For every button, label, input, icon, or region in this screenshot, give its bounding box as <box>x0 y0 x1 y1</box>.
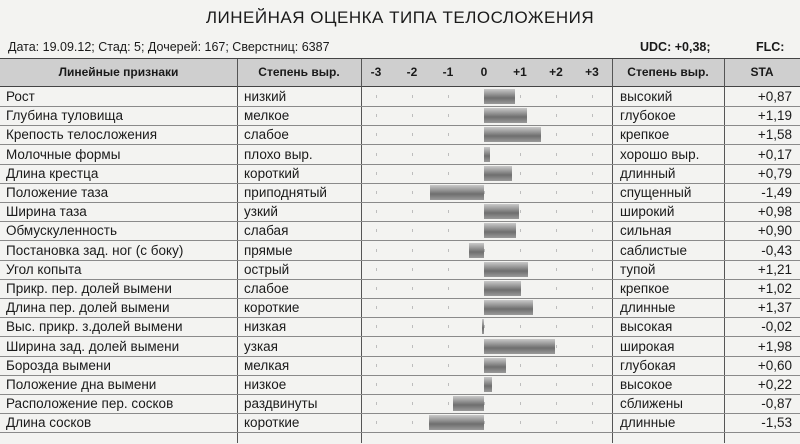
table-row <box>0 241 800 261</box>
scale-gridline <box>592 95 593 98</box>
scale-gridline <box>592 306 593 309</box>
degree-low: низкое <box>244 377 287 392</box>
scale-gridline <box>412 153 413 156</box>
degree-high: длинные <box>620 300 676 316</box>
degree-low: прямые <box>244 242 293 258</box>
scale-gridline <box>448 114 449 117</box>
table-row <box>0 356 800 376</box>
degree-low: слабая <box>244 223 289 239</box>
scale-gridline <box>484 421 485 424</box>
degree-low: короткие <box>244 300 300 316</box>
degree-high: глубокое <box>620 108 676 124</box>
scale-tick-label: +2 <box>549 65 563 79</box>
trait-name: Постановка зад. ног (с боку) <box>6 242 184 258</box>
scale-gridline <box>412 133 413 136</box>
sta-bar <box>484 127 541 142</box>
degree-high: длинные <box>620 415 676 431</box>
scale-gridline <box>412 249 413 252</box>
sta-value: +0,17 <box>757 146 792 162</box>
trait-name: Ширина зад. долей вымени <box>6 338 180 354</box>
trait-name: Угол копыта <box>6 261 82 277</box>
sta-bar <box>484 108 527 123</box>
scale-gridline <box>376 306 377 309</box>
scale-gridline <box>556 153 557 156</box>
scale-gridline <box>412 383 413 386</box>
scale-gridline <box>376 153 377 156</box>
scale-gridline <box>412 95 413 98</box>
scale-gridline <box>376 268 377 271</box>
scale-gridline <box>448 383 449 386</box>
table-row <box>0 375 800 395</box>
scale-gridline <box>376 402 377 405</box>
sta-value: -0,87 <box>761 396 792 412</box>
scale-gridline <box>412 402 413 405</box>
scale-gridline <box>592 268 593 271</box>
scale-tick-label: -1 <box>442 65 454 79</box>
scale-gridline <box>376 287 377 290</box>
scale-gridline <box>448 325 449 328</box>
table-row <box>0 337 800 357</box>
scale-gridline <box>592 249 593 252</box>
scale-gridline <box>556 229 557 232</box>
degree-low: короткий <box>244 165 300 181</box>
degree-high: саблистые <box>620 242 687 258</box>
trait-name: Положение таза <box>6 185 109 200</box>
degree-high: крепкое <box>620 281 670 296</box>
scale-gridline <box>556 402 557 405</box>
scale-gridline <box>592 210 593 213</box>
scale-gridline <box>520 210 521 213</box>
sta-value: -0,02 <box>761 319 792 335</box>
scale-gridline <box>448 287 449 290</box>
table-row <box>0 202 800 222</box>
scale-gridline <box>520 95 521 98</box>
scale-gridline <box>412 287 413 290</box>
table-row <box>0 125 800 145</box>
scale-gridline <box>412 325 413 328</box>
header-degree-high: Степень выр. <box>627 65 709 79</box>
table-row <box>0 413 800 433</box>
sta-bar <box>429 415 484 430</box>
scale-gridline <box>556 325 557 328</box>
scale-gridline <box>376 133 377 136</box>
scale-gridline <box>520 191 521 194</box>
degree-low: приподнятый <box>244 185 327 200</box>
degree-low: слабое <box>244 127 289 143</box>
scale-gridline <box>556 114 557 117</box>
scale-gridline <box>376 325 377 328</box>
sta-bar <box>484 166 512 181</box>
scale-tick-label: -2 <box>406 65 418 79</box>
trait-name: Ширина таза <box>6 204 87 220</box>
sta-value: +0,90 <box>757 223 792 239</box>
scale-gridline <box>448 364 449 367</box>
scale-gridline <box>520 325 521 328</box>
sta-bar <box>469 243 484 258</box>
degree-high: сближены <box>620 396 683 412</box>
sta-value: +0,60 <box>757 357 792 373</box>
scale-gridline <box>448 153 449 156</box>
scale-gridline <box>376 210 377 213</box>
scale-gridline <box>592 287 593 290</box>
sta-value: +1,19 <box>757 108 792 124</box>
sta-bar <box>430 185 484 200</box>
scale-gridline <box>556 383 557 386</box>
scale-gridline <box>412 229 413 232</box>
scale-gridline <box>376 172 377 175</box>
trait-name: Положение дна вымени <box>6 377 157 392</box>
sta-bar <box>482 319 484 334</box>
degree-high: спущенный <box>620 185 692 200</box>
table-row <box>0 87 800 107</box>
scale-gridline <box>520 383 521 386</box>
scale-gridline <box>556 345 557 348</box>
scale-gridline <box>520 249 521 252</box>
header-sta: STA <box>750 65 774 79</box>
scale-gridline <box>592 229 593 232</box>
trait-name: Рост <box>6 89 35 104</box>
trait-name: Прикр. пер. долей вымени <box>6 281 172 296</box>
scale-gridline <box>448 210 449 213</box>
scale-gridline <box>376 383 377 386</box>
table-row <box>0 298 800 318</box>
scale-gridline <box>412 114 413 117</box>
scale-gridline <box>448 249 449 252</box>
scale-tick-label: +3 <box>585 65 599 79</box>
scale-gridline <box>592 172 593 175</box>
scale-gridline <box>556 364 557 367</box>
scale-gridline <box>556 95 557 98</box>
table-row <box>0 317 800 337</box>
degree-low: низкий <box>244 89 287 104</box>
sta-bar <box>484 204 519 219</box>
scale-gridline <box>484 325 485 328</box>
trait-name: Глубина туловища <box>6 108 123 124</box>
degree-low: узкий <box>244 204 278 220</box>
degree-high: хорошо выр. <box>620 146 700 162</box>
sta-bar <box>484 377 492 392</box>
scale-gridline <box>556 287 557 290</box>
scale-gridline <box>376 421 377 424</box>
scale-gridline <box>556 210 557 213</box>
trait-name: Обмускуленность <box>6 223 117 239</box>
sta-value: -1,49 <box>761 185 792 200</box>
scale-gridline <box>448 402 449 405</box>
scale-gridline <box>592 133 593 136</box>
header-degree-low: Степень выр. <box>258 65 340 79</box>
scale-gridline <box>556 421 557 424</box>
degree-high: длинный <box>620 165 676 181</box>
trait-name: Длина крестца <box>6 165 99 181</box>
table-row <box>0 145 800 165</box>
degree-high: широкая <box>620 338 675 354</box>
degree-low: плохо выр. <box>244 146 313 162</box>
scale-gridline <box>448 306 449 309</box>
meta-summary: Дата: 19.09.12; Стад: 5; Дочерей: 167; Сверстниц: 6387 <box>8 40 330 54</box>
trait-name: Длина сосков <box>6 415 92 431</box>
scale-gridline <box>592 114 593 117</box>
scale-gridline <box>376 364 377 367</box>
scale-gridline <box>592 191 593 194</box>
sta-value: +1,02 <box>757 281 792 296</box>
scale-gridline <box>592 345 593 348</box>
scale-gridline <box>592 402 593 405</box>
scale-gridline <box>520 229 521 232</box>
scale-gridline <box>376 345 377 348</box>
scale-gridline <box>412 364 413 367</box>
scale-gridline <box>556 306 557 309</box>
page-title: ЛИНЕЙНАЯ ОЦЕНКА ТИПА ТЕЛОСЛОЖЕНИЯ <box>205 8 595 27</box>
degree-high: широкий <box>620 204 675 220</box>
scale-gridline <box>376 114 377 117</box>
sta-bar <box>484 262 528 277</box>
sta-value: +0,79 <box>757 165 792 181</box>
scale-gridline <box>412 172 413 175</box>
sta-bar <box>453 396 484 411</box>
header-trait: Линейные признаки <box>58 65 179 79</box>
scale-gridline <box>412 345 413 348</box>
sta-value: +1,98 <box>757 338 792 354</box>
table-row <box>0 394 800 414</box>
degree-high: тупой <box>620 261 656 277</box>
sta-bar <box>484 300 533 315</box>
degree-low: мелкое <box>244 108 290 124</box>
sta-value: +0,98 <box>757 204 792 220</box>
table-header <box>0 59 800 87</box>
table-row <box>0 221 800 241</box>
degree-high: глубокая <box>620 357 676 373</box>
trait-name: Молочные формы <box>6 146 121 162</box>
scale-gridline <box>412 191 413 194</box>
trait-name: Выс. прикр. з.долей вымени <box>6 319 183 335</box>
table-row <box>0 260 800 280</box>
scale-gridline <box>520 421 521 424</box>
sta-value: +0,87 <box>757 89 792 104</box>
meta-line <box>8 40 792 56</box>
scale-gridline <box>448 95 449 98</box>
degree-high: крепкое <box>620 127 670 143</box>
scale-gridline <box>412 268 413 271</box>
scale-gridline <box>412 306 413 309</box>
scale-gridline <box>592 325 593 328</box>
scale-gridline <box>448 172 449 175</box>
table-row <box>0 106 800 126</box>
scale-gridline <box>556 191 557 194</box>
degree-low: низкая <box>244 319 287 335</box>
sta-bar <box>484 89 515 104</box>
scale-gridline <box>376 249 377 252</box>
sta-bar <box>484 339 555 354</box>
scale-gridline <box>448 133 449 136</box>
trait-name: Борозда вымени <box>6 357 111 373</box>
udc-value: UDC: +0,38; <box>640 40 711 54</box>
scale-gridline <box>484 402 485 405</box>
scale-tick-label: 0 <box>480 65 488 79</box>
sta-value: +1,58 <box>757 127 792 143</box>
degree-low: узкая <box>244 338 278 354</box>
scale-gridline <box>592 383 593 386</box>
scale-gridline <box>376 95 377 98</box>
flc-value: FLC: <box>756 40 785 54</box>
degree-low: слабое <box>244 281 289 296</box>
sta-bar <box>484 358 506 373</box>
degree-high: сильная <box>620 223 672 239</box>
sta-bar <box>484 147 490 162</box>
scale-gridline <box>484 249 485 252</box>
scale-gridline <box>448 229 449 232</box>
degree-high: высокая <box>620 319 673 335</box>
scale-gridline <box>376 229 377 232</box>
scale-gridline <box>556 268 557 271</box>
scale-gridline <box>520 172 521 175</box>
sta-value: +0,22 <box>757 377 792 392</box>
trait-name: Длина пер. долей вымени <box>6 300 170 316</box>
scale-gridline <box>412 421 413 424</box>
degree-low: мелкая <box>244 357 290 373</box>
table-row <box>0 183 800 203</box>
scale-gridline <box>520 402 521 405</box>
scale-tick-label: +1 <box>513 65 527 79</box>
scale-gridline <box>520 153 521 156</box>
sta-value: +1,21 <box>757 261 792 277</box>
linear-evaluation-table <box>0 58 800 443</box>
scale-gridline <box>556 133 557 136</box>
scale-gridline <box>556 172 557 175</box>
scale-gridline <box>412 210 413 213</box>
scale-tick-label: -3 <box>370 65 382 79</box>
degree-low: острый <box>244 261 290 277</box>
degree-high: высокий <box>620 89 673 104</box>
scale-gridline <box>556 249 557 252</box>
trait-name: Крепость телосложения <box>6 127 158 143</box>
sta-bar <box>484 223 516 238</box>
sta-value: -1,53 <box>761 415 792 431</box>
scale-gridline <box>592 153 593 156</box>
scale-gridline <box>592 364 593 367</box>
sta-value: +1,37 <box>757 300 792 316</box>
sta-bar <box>484 281 521 296</box>
scale-gridline <box>448 268 449 271</box>
table-row <box>0 164 800 184</box>
table-row <box>0 279 800 299</box>
scale-gridline <box>592 421 593 424</box>
scale-gridline <box>376 191 377 194</box>
scale-gridline <box>484 191 485 194</box>
degree-low: короткие <box>244 415 300 431</box>
scale-gridline <box>520 364 521 367</box>
scale-gridline <box>448 345 449 348</box>
degree-high: высокое <box>620 377 673 392</box>
trait-name: Расположение пер. сосков <box>6 396 174 412</box>
sta-value: -0,43 <box>761 242 792 258</box>
degree-low: раздвинуты <box>244 396 318 412</box>
